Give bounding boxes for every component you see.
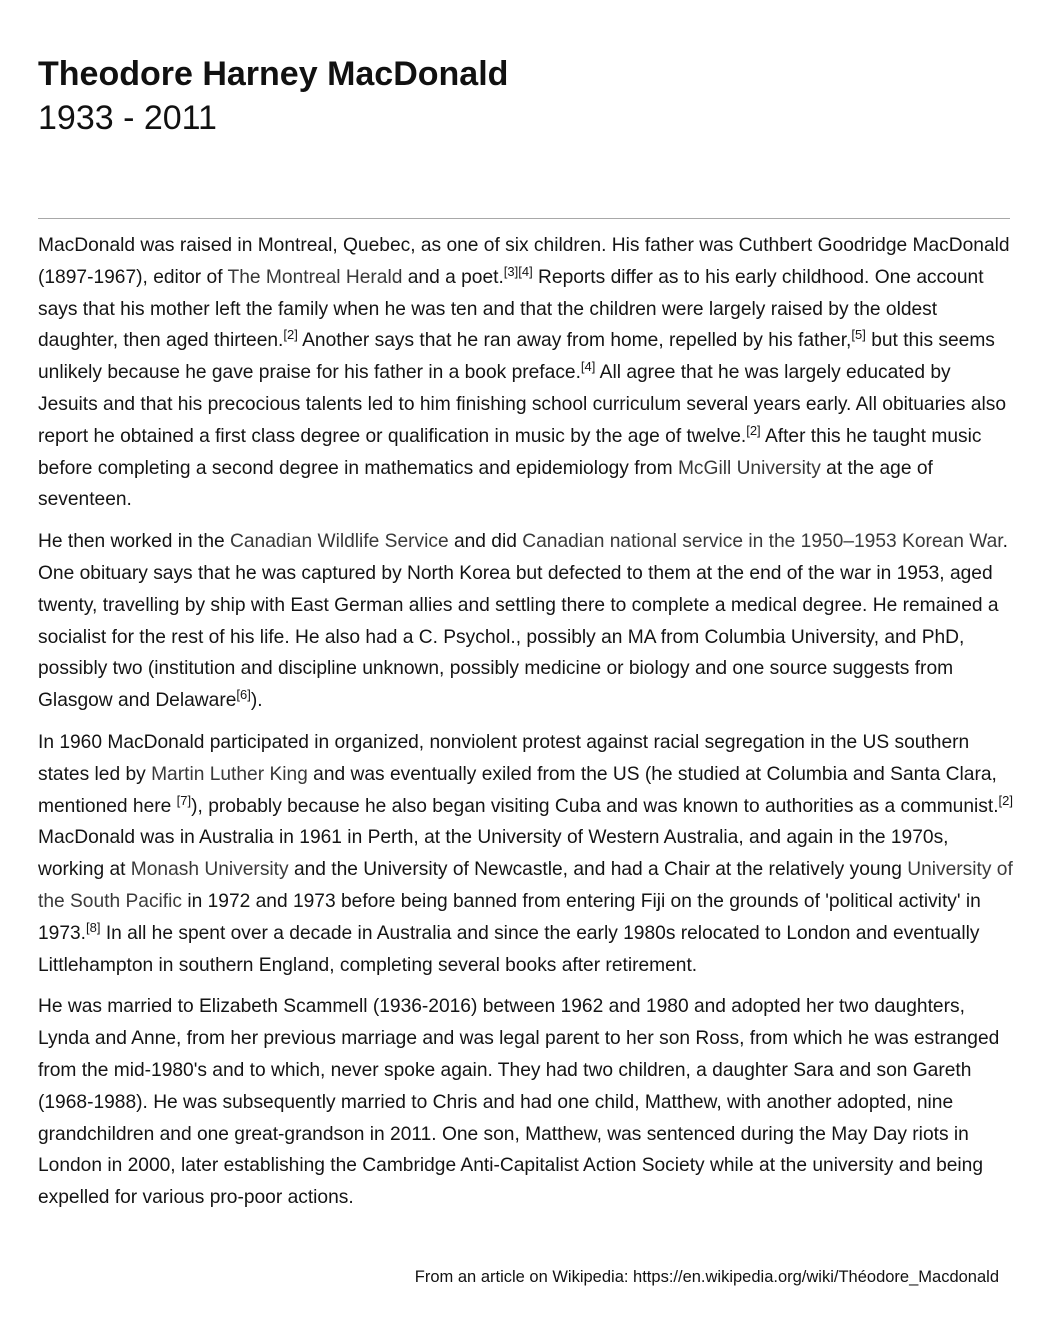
paragraph-text: . One obituary says that he was captured by North Korea but defected to them at the end of the war in 1953, aged twenty, travelling by ship with East German allies and settling there to complete a medical degree. He remained a socialist for the rest of his life. He also had a C. Psychol., possibly an MA from Columbia University, and PhD, possibly two (institution and discipline unknown, possibly medicine or biology and one source suggests from Glasgow and Delaware: [38, 531, 1008, 712]
paragraph-text: in 1972 and 1973 before being banned from entering Fiji on the grounds of 'political activity' in 1973.: [38, 890, 981, 944]
link-monash-university[interactable]: Monash University: [130, 859, 289, 881]
link-korean-war[interactable]: Canadian national service in the 1950–1953 Korean War: [522, 531, 1003, 553]
paragraph-text: After this he taught music before completing a second degree in mathematics and epidemiology from: [38, 425, 982, 479]
citation-ref[interactable]: [2]: [283, 327, 298, 343]
paragraph-text: and did: [448, 531, 523, 553]
link-martin-luther-king[interactable]: Martin Luther King: [151, 763, 308, 785]
link-canadian-wildlife-service[interactable]: Canadian Wildlife Service: [230, 531, 449, 553]
page-header: [38, 52, 508, 140]
paragraph-text: In all he spent over a decade in Australia and since the early 1980s relocated to London and eventually Littlehampton in southern England, completing several books after retirement.: [38, 922, 980, 976]
link-mcgill-university[interactable]: McGill University: [677, 457, 821, 479]
paragraph-text: ), probably because he also began visiting Cuba and was known to authorities as a communist.: [191, 795, 999, 817]
source-attribution: From an article on Wikipedia: https://en.wikipedia.org/wiki/Théodore_Macdonald: [414, 1268, 999, 1286]
paragraph-text: He was married to Elizabeth Scammell (1936-2016) between 1962 and 1980 and adopted her two daughters, Lynda and Anne, from her previous marriage and was legal parent to her son Ross, from which he was estranged from the mid-1980's and to which, never spoke again. They had two children, a daughter Sara and son Gareth (1968-1988). He was subsequently married to Chris and had one child, Matthew, with another adopted, nine grandchildren and one great-grandson in 2011. One son, Matthew, was sentenced during the May Day riots in London in 2000, later establishing the Cambridge Anti-Capitalist Action Society while at the university and being expelled for various pro-poor actions.: [38, 996, 1000, 1209]
header-divider: [38, 218, 1010, 219]
paragraph-text: Reports differ as to his early childhood. One account says that his mother left the family when he was ten and that the children were largely raised by the oldest daughter, then aged thirteen.: [38, 266, 984, 352]
paragraph-career: [38, 526, 1013, 717]
citation-ref[interactable]: [2]: [998, 792, 1014, 808]
paragraph-text: and the University of Newcastle, and had a Chair at the relatively young: [288, 859, 908, 881]
paragraph-text: All agree that he was largely educated by Jesuits and that his precocious talents led to him finishing school curriculum several years early. All obituaries also report he obtained a first class degree or qualification in music by the age of twelve.: [38, 362, 1007, 447]
paragraph-text: Another says that he ran away from home, repelled by his father,: [297, 330, 852, 352]
citation-ref[interactable]: [8]: [86, 919, 101, 935]
citation-ref[interactable]: [3]: [503, 263, 519, 279]
page-title: Theodore Harney MacDonald: [38, 55, 509, 93]
paragraph-text: MacDonald was in Australia in 1961 in Perth, at the University of Western Australia, and again in the 1970s, working at: [38, 827, 949, 881]
paragraph-text: In 1960 MacDonald participated in organized, nonviolent protest against racial segregation in the US southern states led by: [38, 731, 970, 785]
paragraph-text: at the age of seventeen.: [38, 457, 933, 511]
citation-ref[interactable]: [4]: [580, 359, 596, 375]
paragraph-family: [38, 991, 1013, 1214]
citation-ref[interactable]: [7]: [176, 792, 192, 808]
paragraph-text: ).: [250, 690, 263, 712]
citation-ref[interactable]: [2]: [746, 422, 761, 438]
paragraph-text: and was eventually exiled from the US (he studied at Columbia and Santa Clara, mentioned here: [38, 763, 997, 817]
link-university-south-pacific[interactable]: University of the South Pacific: [38, 859, 1013, 912]
paragraph-text: MacDonald was raised in Montreal, Quebec, as one of six children. His father was Cuthbert Goodridge MacDonald (1897-1967), editor of: [38, 235, 1010, 288]
citation-ref[interactable]: [6]: [236, 687, 251, 703]
citation-ref[interactable]: [4]: [518, 263, 533, 279]
paragraph-activism: [38, 727, 1013, 981]
paragraph-early-life: [38, 230, 1013, 516]
link-montreal-herald[interactable]: The Montreal Herald: [227, 266, 403, 288]
paragraph-text: and a poet.: [402, 266, 504, 288]
article-body: [38, 230, 1013, 1224]
citation-ref[interactable]: [5]: [851, 327, 866, 343]
paragraph-text: He then worked in the: [38, 531, 230, 553]
paragraph-text: but this seems unlikely because he gave praise for his father in a book preface.: [38, 330, 995, 384]
life-years: 1933 - 2011: [38, 99, 217, 137]
